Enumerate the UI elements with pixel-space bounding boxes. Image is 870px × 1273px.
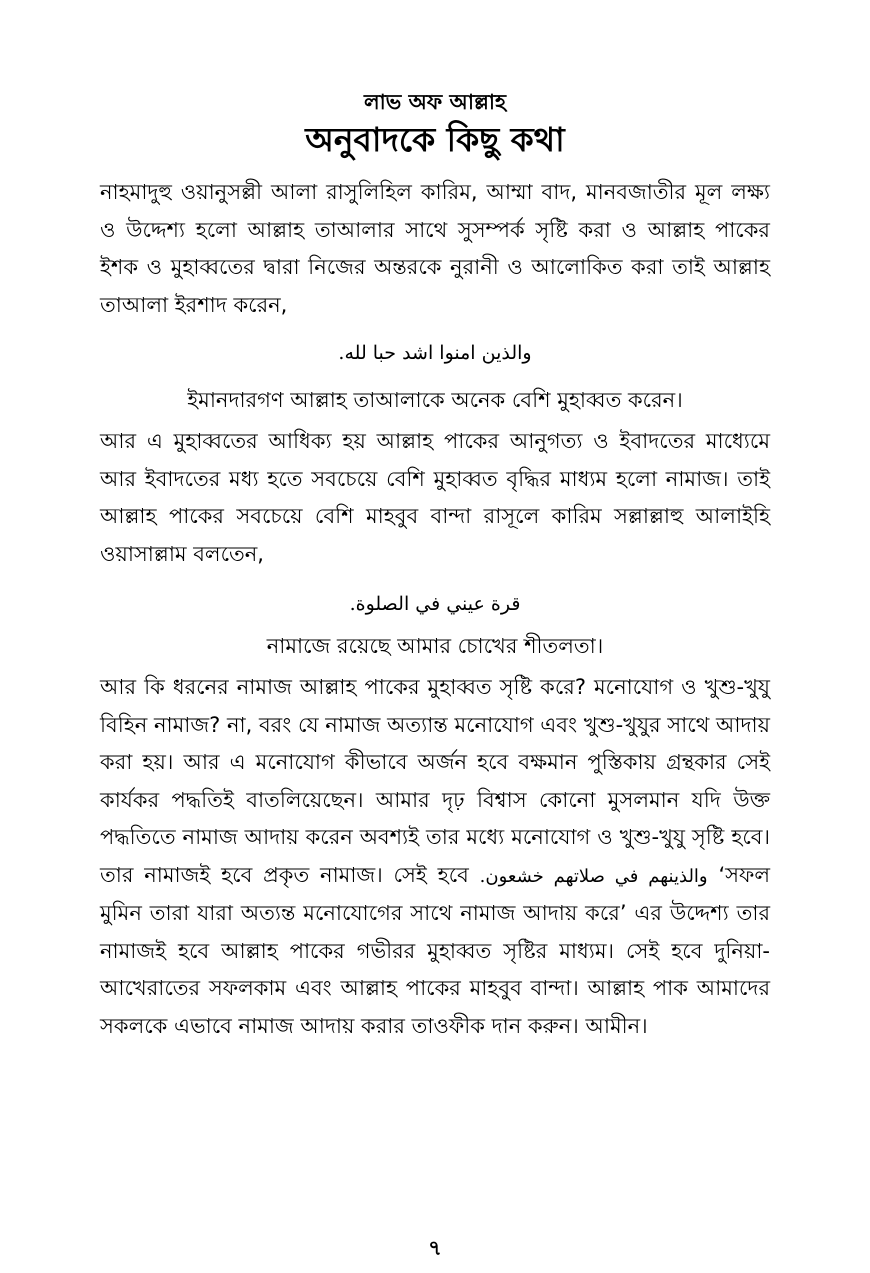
paragraph-second bbox=[100, 423, 770, 573]
paragraph-text: নাহমাদুহু ওয়ানুসল্লী আলা রাসুলিহিল কারিম, আম্মা বাদ, মানবজাতীর মূল লক্ষ্য ও উদ্দেশ্য হলো আল্লাহ তাআলার সাথে সুসম্পর্ক সৃষ্টি করা ও আল্লাহ পাকের ইশক ও মুহাব্বতের দ্বারা নিজের অন্তরকে নুরানী ও আলোকিত করা তাই আল্লাহ তাআলা ইরশাদ করেন, bbox=[100, 180, 770, 317]
paragraph-text: আর এ মুহাব্বতের আধিক্য হয় আল্লাহ পাকের আনুগত্য ও ইবাদতের মাধ্যেমে আর ইবাদতের মধ্য হতে সবচেয়ে বেশি মুহাব্বত বৃদ্ধির মাধ্যম হলো নামাজ। তাই আল্লাহ পাকের সবচেয়ে বেশি মাহবুব বান্দা রাসূলে কারিম সল্লাল্লাহু আলাইহি ওয়াসাল্লাম বলতেন, bbox=[100, 429, 770, 566]
page-title: অনুবাদকে কিছু কথা bbox=[305, 120, 565, 159]
paragraph-text-part1: আর কি ধরনের নামাজ আল্লাহ পাকের মুহাব্বত সৃষ্টি করে? মনোযোগ ও খুশু-খুযু বিহিন নামাজ? না, বরং যে নামাজ অত্যান্ত মনোযোগ এবং খুশু-খুযুর সাথে আদায় করা হয়। আর এ মনোযোগ কীভাবে অর্জন হবে বক্ষমান পুস্তিকায় গ্রন্থকার সেই কার্যকর পদ্ধতিই বাতলিয়েছেন। আমার দৃঢ় বিশ্বাস কোনো মুসলমান যদি উক্ত পদ্ধতিতে নামাজ আদায় করেন অবশ্যই তার মধ্যে মনোযোগ ও খুশু-খুযু সৃষ্টি হবে। তার নামাজই হবে প্রকৃত নামাজ। সেই হবে bbox=[100, 675, 770, 887]
paragraph-third bbox=[100, 669, 770, 1045]
paragraph-text-part2: ‘সফল মুমিন তারা যারা অত্যন্ত মনোযোগের সাথে নামাজ আদায় করে’ এর উদ্দেশ্য তার নামাজই হবে আল্লাহ পাকের গভীরর মুহাব্বত সৃষ্টির মাধ্যম। সেই হবে দুনিয়া-আখেরাতের সফলকাম এবং আল্লাহ পাকের মাহবুব বান্দা। আল্লাহ পাক আমাদের সকলকে এভাবে নামাজ আদায় করার তাওফীক দান করুন। আমীন। bbox=[100, 862, 770, 1038]
paragraph-intro bbox=[100, 174, 770, 324]
inline-arabic-verse: والذينهم في صلاتهم خشعون. bbox=[479, 865, 708, 887]
running-header: লাভ অফ আল্লাহ bbox=[363, 90, 507, 114]
arabic-hadith: قرة عيني في الصلوة. bbox=[349, 593, 521, 615]
paragraph-text bbox=[100, 669, 770, 1045]
verse-translation-1: ইমানদারগণ আল্লাহ তাআলাকে অনেক বেশি মুহাব্বত করেন। bbox=[187, 388, 683, 412]
arabic-verse-1: والذين امنوا اشد حبا لله. bbox=[338, 342, 532, 364]
hadith-translation: নামাজে রয়েছে আমার চোখের শীতলতা। bbox=[266, 634, 604, 658]
page-number: ৭ bbox=[428, 1236, 442, 1260]
